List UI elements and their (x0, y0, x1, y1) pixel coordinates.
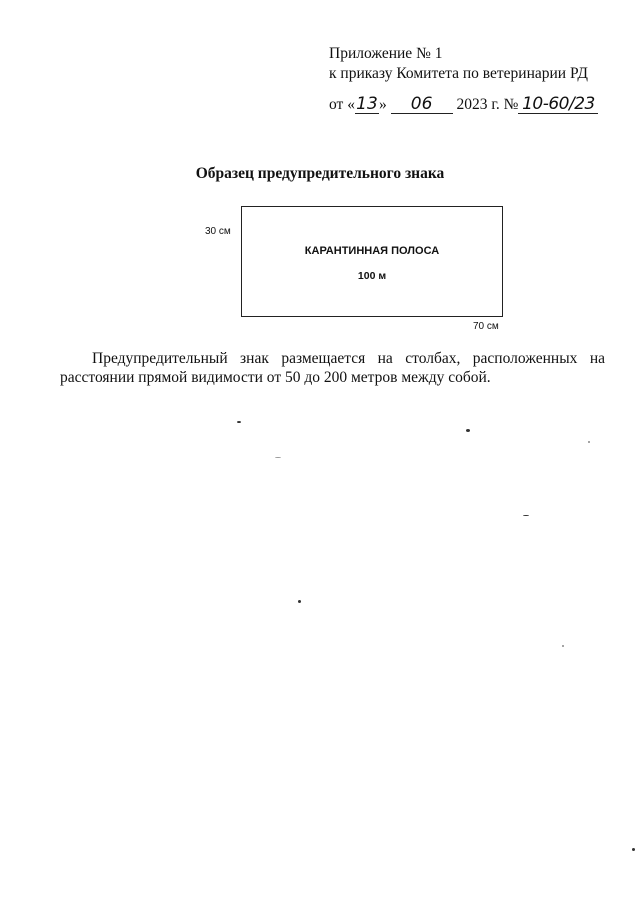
appendix-number: Приложение № 1 (329, 45, 443, 62)
page-title: Образец предупредительного знака (195, 165, 445, 182)
scan-speck (237, 421, 241, 423)
sign-height-label: 30 см (205, 226, 231, 237)
order-date-prefix: от « (329, 96, 355, 113)
order-month-handwritten: 06 (391, 96, 453, 114)
order-day-handwritten: 13 (356, 94, 378, 114)
scan-speck (466, 429, 470, 432)
scan-speck (298, 600, 301, 603)
warning-sign-sample (241, 206, 503, 317)
appendix-header (329, 44, 588, 84)
order-date-mid: » (378, 96, 387, 113)
sign-text: КАРАНТИННАЯ ПОЛОСА (304, 245, 440, 257)
sign-distance: 100 м (357, 270, 387, 282)
scan-speck (632, 848, 635, 851)
scan-speck (523, 515, 529, 516)
scan-speck (275, 457, 281, 458)
appendix-order-reference: к приказу Комитета по ветеринарии РД (329, 65, 588, 82)
scan-speck (562, 645, 564, 647)
placement-paragraph: Предупредительный знак размещается на столбах, расположенных на расстоянии прямой видимости от 50 до 200 метров между собой. (60, 350, 605, 386)
order-number-handwritten: 10-60/23 (518, 96, 598, 114)
order-date-number (329, 96, 598, 114)
scan-speck (588, 441, 590, 443)
sign-width-label: 70 см (473, 321, 499, 332)
order-year-text: 2023 г. № (456, 96, 519, 113)
